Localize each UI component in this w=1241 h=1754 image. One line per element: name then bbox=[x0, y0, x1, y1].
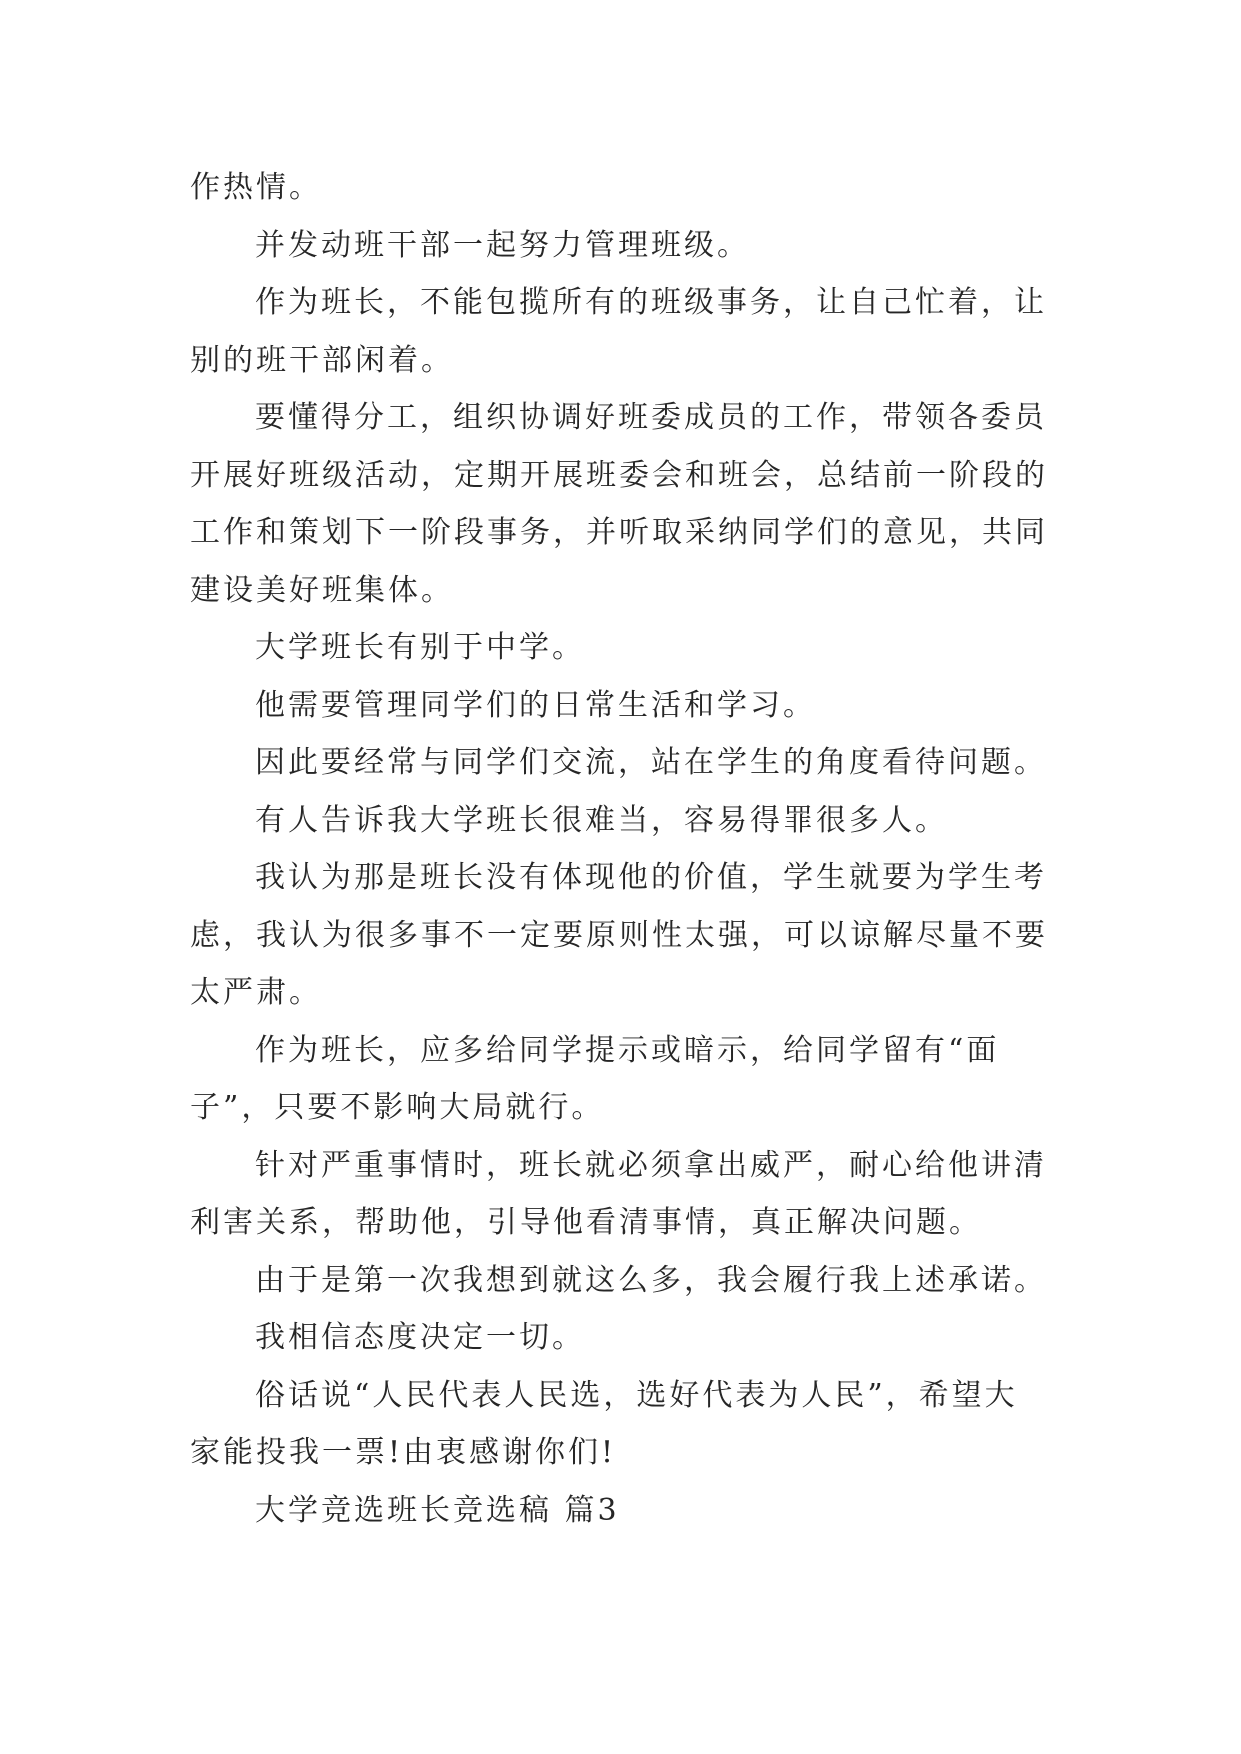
paragraph bbox=[190, 217, 1090, 275]
text-line: 利害关系，帮助他，引导他看清事情，真正解决问题。 bbox=[190, 1205, 982, 1240]
text-line: 因此要经常与同学们交流，站在学生的角度看待问题。 bbox=[255, 745, 1047, 780]
text-line: 开展好班级活动，定期开展班委会和班会，总结前一阶段的 bbox=[190, 457, 1048, 493]
paragraph bbox=[190, 1022, 1090, 1137]
text-line: 由于是第一次我想到就这么多，我会履行我上述承诺。 bbox=[255, 1262, 1047, 1298]
text-line: 我相信态度决定一切。 bbox=[255, 1320, 585, 1355]
paragraph bbox=[190, 1137, 1090, 1252]
text-line: 有人告诉我大学班长很难当，容易得罪很多人。 bbox=[255, 802, 948, 838]
text-line: 他需要管理同学们的日常生活和学习。 bbox=[255, 687, 816, 723]
text-line: 大学班长有别于中学。 bbox=[255, 630, 585, 665]
text-line: 虑，我认为很多事不一定要原则性太强，可以谅解尽量不要 bbox=[190, 917, 1048, 953]
paragraph bbox=[190, 1367, 1090, 1482]
paragraph bbox=[190, 1309, 1090, 1367]
text-line: 别的班干部闲着。 bbox=[190, 342, 454, 378]
text-line: 我认为那是班长没有体现他的价值，学生就要为学生考 bbox=[255, 860, 1047, 895]
document-body bbox=[190, 159, 1090, 1539]
text-line: 工作和策划下一阶段事务，并听取采纳同学们的意见，共同 bbox=[190, 515, 1048, 550]
paragraph bbox=[190, 1252, 1090, 1310]
text-line: 家能投我一票!由衷感谢你们! bbox=[190, 1435, 617, 1470]
text-line: 作为班长，应多给同学提示或暗示，给同学留有“面 bbox=[255, 1032, 1000, 1068]
text-line: 作热情。 bbox=[190, 170, 322, 205]
section-heading bbox=[190, 1482, 1090, 1540]
text-line: 作为班长，不能包揽所有的班级事务，让自己忙着，让 bbox=[255, 285, 1047, 320]
text-line: 子”，只要不影响大局就行。 bbox=[190, 1090, 605, 1125]
text-line: 并发动班干部一起努力管理班级。 bbox=[255, 227, 750, 263]
paragraph bbox=[190, 849, 1090, 1022]
text-line: 建设美好班集体。 bbox=[190, 572, 454, 608]
paragraph bbox=[190, 389, 1090, 619]
paragraph bbox=[190, 792, 1090, 850]
paragraph bbox=[190, 274, 1090, 389]
paragraph bbox=[190, 677, 1090, 735]
text-line: 针对严重事情时，班长就必须拿出威严，耐心给他讲清 bbox=[255, 1147, 1047, 1183]
paragraph bbox=[190, 734, 1090, 792]
text-line: 俗话说“人民代表人民选，选好代表为人民”，希望大 bbox=[255, 1377, 1018, 1413]
paragraph bbox=[190, 159, 1090, 217]
text-line: 太严肃。 bbox=[190, 975, 322, 1010]
heading-line: 大学竞选班长竞选稿 篇3 bbox=[255, 1492, 620, 1528]
paragraph bbox=[190, 619, 1090, 677]
text-line: 要懂得分工，组织协调好班委成员的工作，带领各委员 bbox=[255, 400, 1047, 435]
